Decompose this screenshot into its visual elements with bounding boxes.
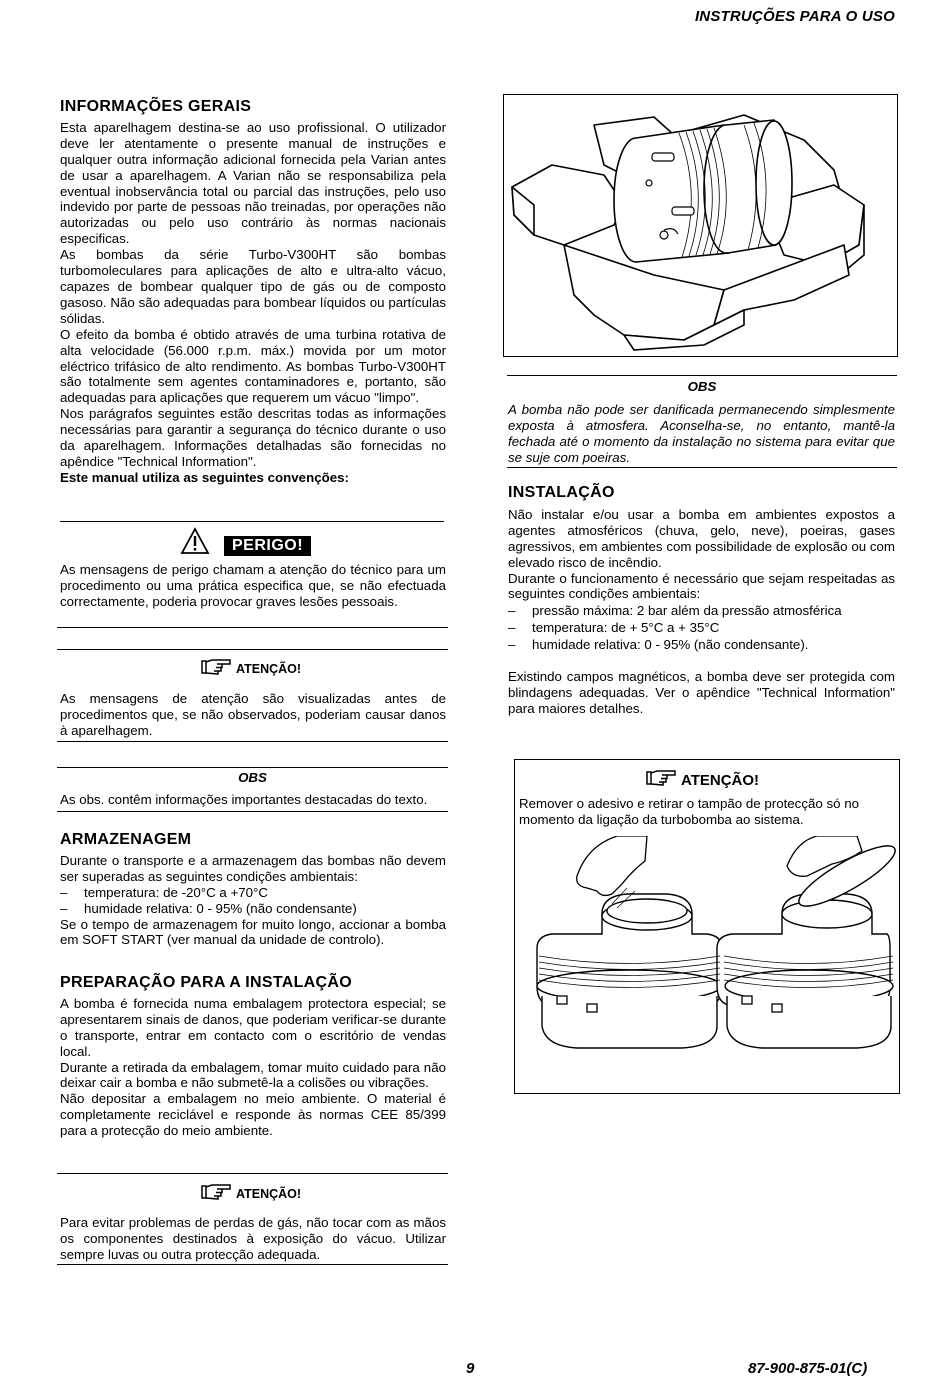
perigo-text-block [60, 562, 446, 610]
atencao3-box [514, 759, 900, 1094]
obs2-top-rule [507, 375, 897, 376]
atencao3-text: Remover o adesivo e retirar o tampão de protecção só no momento da ligação da turbobomba ao sistema. [519, 796, 859, 827]
atencao2-text-block [60, 1215, 446, 1263]
atencao1-top-rule [57, 649, 448, 650]
pointing-hand-icon [645, 768, 677, 788]
armazenagem-section [60, 832, 446, 948]
obs1-bottom-rule [57, 811, 448, 812]
list-item: – temperatura: de -20°C a +70°C [60, 885, 446, 901]
info-section [60, 99, 446, 486]
instalacao-paragraph-1: Não instalar e/ou usar a bomba em ambientes expostos a agentes atmosféricos (chuva, gelo, neve), poeiras, gases agressivos, em ambientes com possibilidade de explosão ou com elevado risco de incêndio. [508, 506, 895, 570]
instalacao-paragraph-3: Existindo campos magnéticos, a bomba deve ser protegida com blindagens adequadas. Ver o apêndice "Technical Information" para maiores detalhes. [508, 669, 895, 716]
armazenagem-intro: Durante o transporte e a armazenagem das bombas não devem ser superadas as seguintes condições ambientais: [60, 852, 446, 884]
obs1-top-rule [57, 767, 448, 768]
info-paragraph-3: O efeito da bomba é obtido através de uma turbina rotativa de alta velocidade (56.000 r.p.m. máx.) movida por um motor eléctrico trifásico de alto rendimento. As bombas Turbo-V300HT são totalmente sem agentes contaminadores e, portanto, são adequadas para aplicações que requerem um vácuo "limpo". [60, 326, 446, 406]
atencao2-top-rule [57, 1173, 448, 1174]
info-paragraph-1: Esta aparelhagem destina-se ao uso profissional. O utilizador deve ler atentamente o presente manual de instruções e qualquer outra informação adicional fornecida pela Varian antes de usar a aparelhagem. A Varian não se responsabiliza pela eventual inobservância total ou parcial das instruções, pelo uso indevido por parte de pessoas não treinadas, por operações não autorizadas ou pelo uso contrário às normas nacionais especificas. [60, 119, 446, 247]
pump-in-packaging-illustration [504, 95, 897, 356]
obs2-label: OBS [687, 379, 717, 394]
atencao3-text-block [519, 796, 891, 828]
instalacao-heading: INSTALAÇÃO [508, 484, 615, 501]
obs1-text: As obs. contêm informações importantes destacadas do texto. [60, 792, 428, 807]
preparacao-paragraph-1: A bomba é fornecida numa embalagem protectora especial; se apresentarem sinais de danos, que poderiam verificar-se durante o transporte, entrar em contacto com o escritório de vendas local. [60, 995, 446, 1059]
pointing-hand-icon [200, 657, 232, 677]
pointing-hand-icon [200, 1182, 232, 1202]
atencao1-label: ATENÇÃO! [236, 662, 302, 676]
info-paragraph-2: As bombas da série Turbo-V300HT são bombas turbomoleculares para aplicações de alto e ultra-alto vácuo, capazes de bombear qualquer tipo de gás ou de composto gasoso. Não são adequadas para bombear líquidos ou partículas sólidas. [60, 247, 446, 326]
instalacao-list [508, 603, 895, 653]
obs1-label: OBS [238, 770, 267, 785]
obs2-bottom-rule [507, 467, 897, 468]
perigo-bottom-rule [57, 627, 448, 628]
list-item: – humidade relativa: 0 - 95% (não condensante) [60, 901, 446, 917]
obs2-text: A bomba não pode ser danificada permanecendo simplesmente exposta à atmosfera. Aconselha-se, no entanto, mantê-la fechada até o momento da instalação no sistema para evitar que se suje com poeiras. [508, 402, 895, 465]
warning-triangle-icon [180, 527, 210, 555]
info-heading: INFORMAÇÕES GERAIS [60, 98, 252, 115]
packaging-figure [503, 94, 898, 357]
obs2-text-block [508, 402, 895, 466]
armazenagem-outro: Se o tempo de armazenagem for muito longo, accionar a bomba em SOFT START (ver manual da unidade de controlo). [60, 916, 446, 948]
list-item: – temperatura: de + 5°C a + 35°C [508, 620, 895, 636]
list-item: – humidade relativa: 0 - 95% (não condensante). [508, 637, 895, 653]
instalacao-section [508, 485, 895, 717]
atencao1-bottom-rule [57, 741, 448, 742]
armazenagem-list [60, 885, 446, 917]
atencao2-text: Para evitar problemas de perdas de gás, não tocar com as mãos os componentes destinados à exposição do vácuo. Utilizar sempre luvas ou outra protecção adequada. [60, 1215, 446, 1262]
perigo-text: As mensagens de perigo chamam a atenção do técnico para um procedimento ou uma prática especifica que, se não efectuada correctamente, poderia provocar graves lesões pessoais. [60, 562, 446, 609]
info-paragraph-4: Nos parágrafos seguintes estão descritas todas as informações necessárias para garantir a segurança do técnico durante o uso da aparelhagem. Informações detalhadas são fornecidas no apêndice "Technical Information". [60, 406, 446, 469]
preparacao-paragraph-3: Não depositar a embalagem no meio ambiente. O material é completamente reciclável e responde às normas CEE 85/399 para a protecção do meio ambiente. [60, 1091, 446, 1139]
preparacao-heading: PREPARAÇÃO PARA A INSTALAÇÃO [60, 974, 352, 991]
preparacao-section [60, 975, 446, 1139]
document-code: 87-900-875-01(C) [748, 1360, 868, 1377]
perigo-top-rule [60, 521, 444, 522]
armazenagem-heading: ARMAZENAGEM [60, 831, 192, 848]
perigo-title [180, 527, 330, 557]
atencao1-text-block [60, 691, 446, 739]
atencao2-bottom-rule [57, 1264, 448, 1265]
instalacao-paragraph-2: Durante o funcionamento é necessário que sejam respeitadas as seguintes condições ambientais: [508, 570, 895, 602]
list-item: – pressão máxima: 2 bar além da pressão atmosférica [508, 603, 895, 619]
page-number: 9 [466, 1360, 475, 1377]
atencao3-title [645, 768, 805, 792]
atencao2-label: ATENÇÃO! [236, 1187, 302, 1201]
atencao2-title [200, 1182, 340, 1206]
perigo-badge: PERIGO! [224, 536, 311, 556]
page-header-title: INSTRUÇÕES PARA O USO [694, 8, 895, 25]
info-conventions-line: Este manual utiliza as seguintes convenções: [60, 469, 349, 485]
obs1-text-block [60, 792, 446, 808]
atencao1-text: As mensagens de atenção são visualizadas antes de procedimentos que, se não observados, poderiam causar danos à aparelhagem. [60, 691, 446, 738]
preparacao-paragraph-2: Durante a retirada da embalagem, tomar muito cuidado para não deixar cair a bomba e não submetê-la a colisões ou vibrações. [60, 1059, 446, 1091]
pump-cap-removal-illustration [517, 836, 897, 1091]
atencao3-label: ATENÇÃO! [681, 772, 760, 789]
atencao1-title [200, 657, 340, 681]
